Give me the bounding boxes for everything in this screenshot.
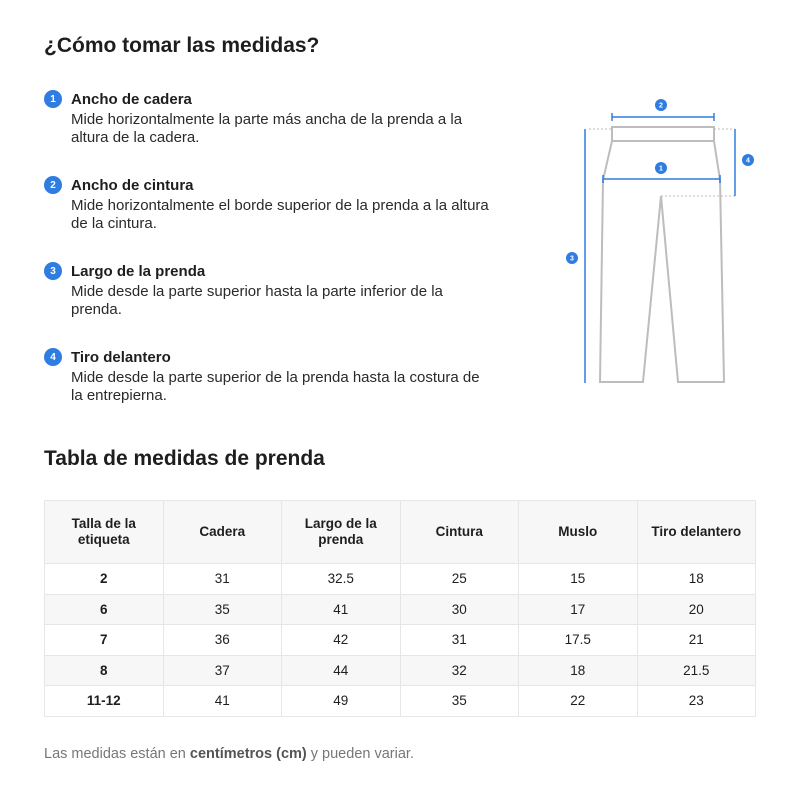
pants-waistband [612,127,714,141]
table-cell: 21 [637,625,756,656]
table-row [45,686,756,717]
table-cell: 44 [282,655,401,686]
table-cell: 41 [282,594,401,625]
header-cell: Talla de la etiqueta [45,501,164,564]
size-cell: 11-12 [45,686,164,717]
table-cell: 37 [163,655,282,686]
step-description: Mide desde la parte superior de la prenda hasta la costura de la entrepierna. [71,369,480,404]
marker-label: 2 [659,102,663,110]
step-number-badge: 3 [44,262,62,280]
step-number-badge: 4 [44,348,62,366]
table-cell: 21.5 [637,655,756,686]
table-cell: 49 [282,686,401,717]
marker-label: 1 [659,165,663,173]
table-cell: 22 [519,686,638,717]
size-table-title: Tabla de medidas de prenda [44,447,325,470]
table-cell: 31 [163,564,282,595]
header-cell: Muslo [519,501,638,564]
step-waist-width [44,175,494,233]
step-title: Ancho de cintura [71,176,194,194]
table-row [45,655,756,686]
table-cell: 35 [163,594,282,625]
step-number-badge: 2 [44,176,62,194]
step-title: Largo de la prenda [71,262,206,280]
measurement-footnote [44,746,414,762]
table-cell: 30 [400,594,519,625]
table-row [45,625,756,656]
header-cell: Cintura [400,501,519,564]
marker-label: 4 [746,157,750,165]
table-row [45,564,756,595]
header-cell: Tiro delantero [637,501,756,564]
step-garment-length [44,261,494,319]
step-number-badge: 1 [44,90,62,108]
table-cell: 15 [519,564,638,595]
table-cell: 31 [400,625,519,656]
footnote-text: Las medidas están en [44,746,190,762]
table-cell: 32.5 [282,564,401,595]
table-cell: 17.5 [519,625,638,656]
size-cell: 6 [45,594,164,625]
header-cell: Cadera [163,501,282,564]
table-cell: 25 [400,564,519,595]
table-cell: 41 [163,686,282,717]
size-table [44,500,756,717]
step-title: Tiro delantero [71,348,171,366]
step-title: Ancho de cadera [71,90,192,108]
size-cell: 7 [45,625,164,656]
size-cell: 8 [45,655,164,686]
table-cell: 32 [400,655,519,686]
step-front-rise [44,347,494,405]
table-cell: 42 [282,625,401,656]
header-cell: Largo de la prenda [282,501,401,564]
table-cell: 17 [519,594,638,625]
table-cell: 36 [163,625,282,656]
pants-measurement-diagram [555,90,765,395]
table-row [45,594,756,625]
marker-label: 3 [570,255,574,263]
step-description: Mide desde la parte superior hasta la parte inferior de la prenda. [71,283,443,318]
size-cell: 2 [45,564,164,595]
table-cell: 20 [637,594,756,625]
table-cell: 18 [519,655,638,686]
how-to-measure-title: ¿Cómo tomar las medidas? [44,34,320,57]
footnote-text: y pueden variar. [306,746,414,762]
step-description: Mide horizontalmente la parte más ancha de la prenda a la altura de la cadera. [71,111,463,146]
table-cell: 18 [637,564,756,595]
table-cell: 35 [400,686,519,717]
step-description: Mide horizontalmente el borde superior de la prenda a la altura de la cintura. [71,197,489,232]
footnote-unit: centímetros (cm) [189,746,307,762]
table-header-row [45,501,756,564]
step-hip-width [44,89,494,147]
table-cell: 23 [637,686,756,717]
pants-body [600,141,724,382]
